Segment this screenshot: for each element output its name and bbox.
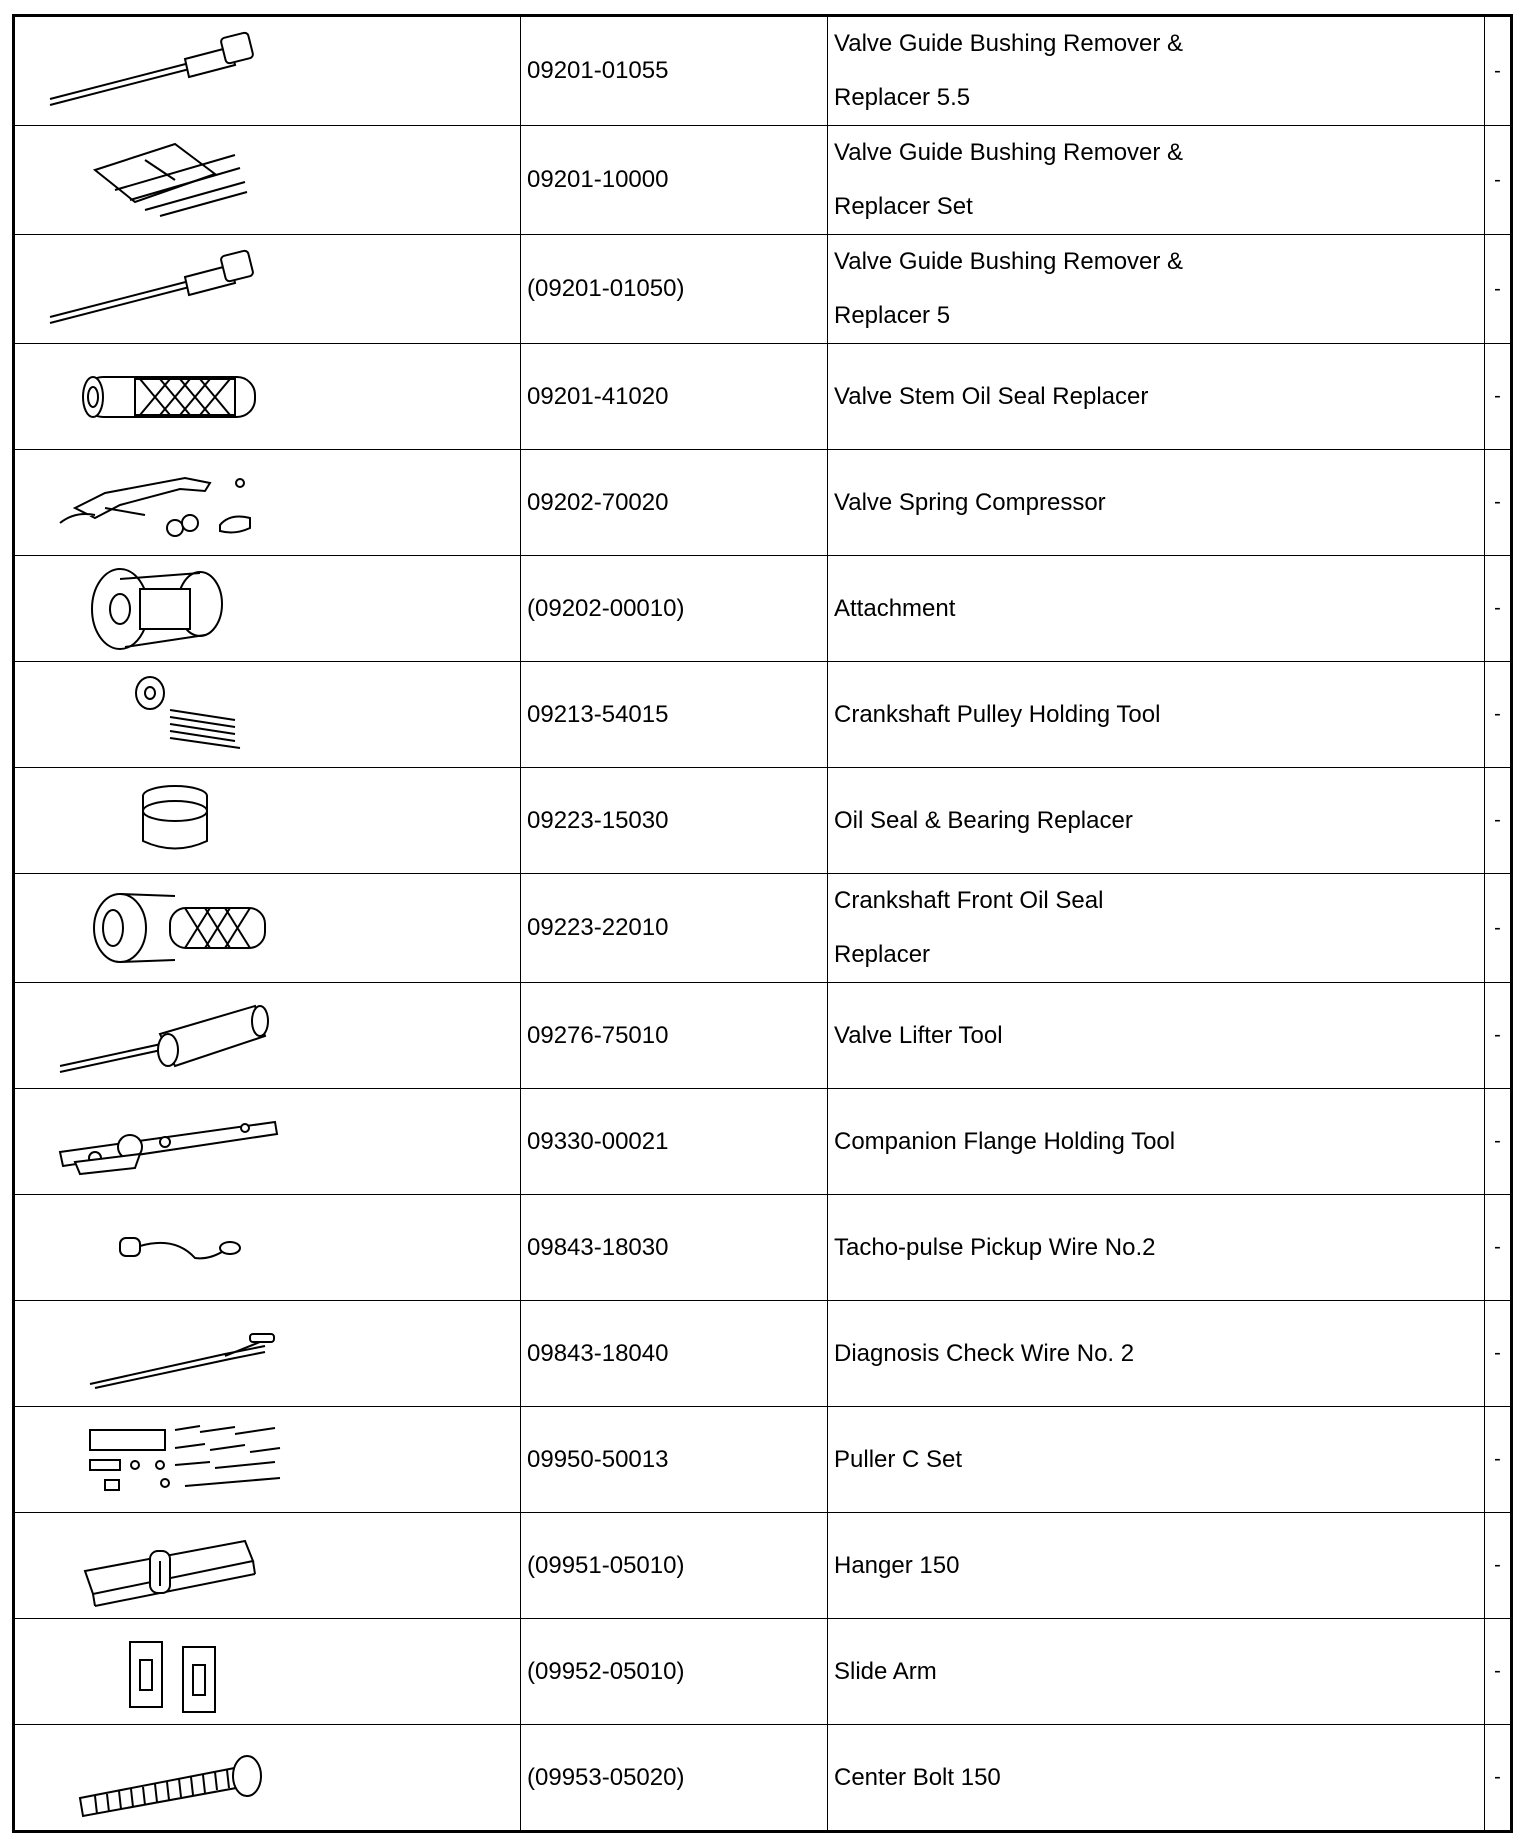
note-cell: - — [1485, 235, 1512, 344]
note-cell: - — [1485, 1301, 1512, 1407]
tool-illustration-cell — [14, 1089, 521, 1195]
tool-name-line: Valve Guide Bushing Remover & — [834, 30, 1184, 57]
table-row — [14, 1301, 1512, 1407]
tool-illustration-cell — [14, 1301, 521, 1407]
tool-illustration-cell — [14, 874, 521, 983]
table-row — [14, 1725, 1512, 1832]
table-row — [14, 126, 1512, 235]
table-row — [14, 1195, 1512, 1301]
part-number: (09951-05010) — [521, 1513, 828, 1619]
tool-name-line: Crankshaft Pulley Holding Tool — [834, 700, 1161, 728]
tool-illustration-cell — [14, 662, 521, 768]
tool-name-line: Attachment — [834, 594, 956, 622]
tool-name — [828, 344, 1485, 450]
table-row — [14, 556, 1512, 662]
table-row — [14, 235, 1512, 344]
tool-illustration-cell — [14, 556, 521, 662]
note-cell: - — [1485, 450, 1512, 556]
note-cell: - — [1485, 126, 1512, 235]
note-cell: - — [1485, 1725, 1512, 1832]
remover-set-icon — [35, 130, 295, 230]
tool-name — [828, 1513, 1485, 1619]
tool-name-line: Tacho-pulse Pickup Wire No.2 — [834, 1233, 1156, 1261]
tool-illustration-cell — [14, 1195, 521, 1301]
tool-name-line: Replacer Set — [834, 193, 973, 220]
part-number: 09201-10000 — [521, 126, 828, 235]
tool-illustration-cell — [14, 450, 521, 556]
tool-name — [828, 1725, 1485, 1832]
tool-name — [828, 1195, 1485, 1301]
tool-name-line: Companion Flange Holding Tool — [834, 1127, 1176, 1155]
note-cell: - — [1485, 662, 1512, 768]
tool-name-line: Replacer 5 — [834, 302, 951, 329]
pickup-wire-icon — [35, 1198, 295, 1298]
note-cell: - — [1485, 1407, 1512, 1513]
table-row — [14, 768, 1512, 874]
table-row — [14, 983, 1512, 1089]
table-row — [14, 344, 1512, 450]
knurled-cylinder-icon — [35, 347, 295, 447]
note-cell: - — [1485, 768, 1512, 874]
tool-name-line: Center Bolt 150 — [834, 1763, 1001, 1791]
part-number: 09201-41020 — [521, 344, 828, 450]
tool-name-line: Crankshaft Front Oil Seal — [834, 887, 1104, 914]
part-number: 09223-15030 — [521, 768, 828, 874]
note-cell: - — [1485, 1195, 1512, 1301]
tool-name-line: Valve Stem Oil Seal Replacer — [834, 382, 1149, 410]
tool-name — [828, 1407, 1485, 1513]
tool-name-line: Replacer — [834, 941, 931, 968]
rod-remover-icon — [35, 21, 295, 121]
slide-arm-icon — [35, 1622, 295, 1722]
hanger-icon — [35, 1516, 295, 1616]
tool-name-line: Valve Guide Bushing Remover & — [834, 248, 1184, 275]
table-row — [14, 1513, 1512, 1619]
part-number: (09952-05010) — [521, 1619, 828, 1725]
tool-illustration-cell — [14, 1619, 521, 1725]
table-row — [14, 450, 1512, 556]
flange-holder-icon — [35, 1092, 295, 1192]
table-body — [14, 16, 1512, 1832]
lifter-tool-icon — [35, 986, 295, 1086]
tool-illustration-cell — [14, 983, 521, 1089]
tool-name — [828, 235, 1485, 344]
center-bolt-icon — [35, 1728, 295, 1828]
part-number: 09843-18040 — [521, 1301, 828, 1407]
table-row — [14, 1407, 1512, 1513]
table-row — [14, 1619, 1512, 1725]
note-cell: - — [1485, 1513, 1512, 1619]
tool-name — [828, 450, 1485, 556]
tool-name-line: Diagnosis Check Wire No. 2 — [834, 1339, 1135, 1367]
tool-name — [828, 768, 1485, 874]
tool-name-line: Valve Spring Compressor — [834, 488, 1106, 516]
part-number: 09223-22010 — [521, 874, 828, 983]
tool-name — [828, 556, 1485, 662]
tool-name-line: Slide Arm — [834, 1657, 937, 1685]
part-number: 09330-00021 — [521, 1089, 828, 1195]
table-row — [14, 1089, 1512, 1195]
part-number: 09950-50013 — [521, 1407, 828, 1513]
tool-name — [828, 1089, 1485, 1195]
tool-name — [828, 16, 1485, 126]
tool-illustration-cell — [14, 768, 521, 874]
tool-name — [828, 126, 1485, 235]
table-row — [14, 662, 1512, 768]
note-cell: - — [1485, 556, 1512, 662]
attachment-icon — [35, 559, 295, 659]
part-number: 09843-18030 — [521, 1195, 828, 1301]
tool-name-line: Valve Lifter Tool — [834, 1021, 1003, 1049]
tool-name — [828, 662, 1485, 768]
stepped-replacer-icon — [35, 878, 295, 978]
table-row — [14, 16, 1512, 126]
part-number: (09201-01050) — [521, 235, 828, 344]
puller-set-icon — [35, 1410, 295, 1510]
part-number: 09213-54015 — [521, 662, 828, 768]
part-number: (09953-05020) — [521, 1725, 828, 1832]
spring-compressor-icon — [35, 453, 295, 553]
pulley-holder-icon — [35, 665, 295, 765]
special-service-tools-table — [12, 14, 1513, 1833]
table-row — [14, 874, 1512, 983]
check-wire-icon — [35, 1304, 295, 1404]
tool-name-line: Puller C Set — [834, 1445, 963, 1473]
tool-name — [828, 874, 1485, 983]
tool-name-line: Oil Seal & Bearing Replacer — [834, 806, 1133, 834]
tool-name — [828, 1301, 1485, 1407]
note-cell: - — [1485, 1089, 1512, 1195]
tool-illustration-cell — [14, 344, 521, 450]
note-cell: - — [1485, 16, 1512, 126]
part-number: (09202-00010) — [521, 556, 828, 662]
tool-name-line: Valve Guide Bushing Remover & — [834, 139, 1184, 166]
tool-illustration-cell — [14, 1725, 521, 1832]
tool-name — [828, 983, 1485, 1089]
tool-illustration-cell — [14, 126, 521, 235]
part-number: 09202-70020 — [521, 450, 828, 556]
tool-illustration-cell — [14, 1407, 521, 1513]
tool-illustration-cell — [14, 16, 521, 126]
note-cell: - — [1485, 1619, 1512, 1725]
tool-name — [828, 1619, 1485, 1725]
cup-replacer-icon — [35, 771, 295, 871]
tool-name-line: Replacer 5.5 — [834, 84, 971, 111]
part-number: 09276-75010 — [521, 983, 828, 1089]
rod-remover-icon — [35, 239, 295, 339]
tool-name-line: Hanger 150 — [834, 1551, 960, 1579]
note-cell: - — [1485, 344, 1512, 450]
note-cell: - — [1485, 874, 1512, 983]
note-cell: - — [1485, 983, 1512, 1089]
tool-illustration-cell — [14, 235, 521, 344]
part-number: 09201-01055 — [521, 16, 828, 126]
tool-illustration-cell — [14, 1513, 521, 1619]
